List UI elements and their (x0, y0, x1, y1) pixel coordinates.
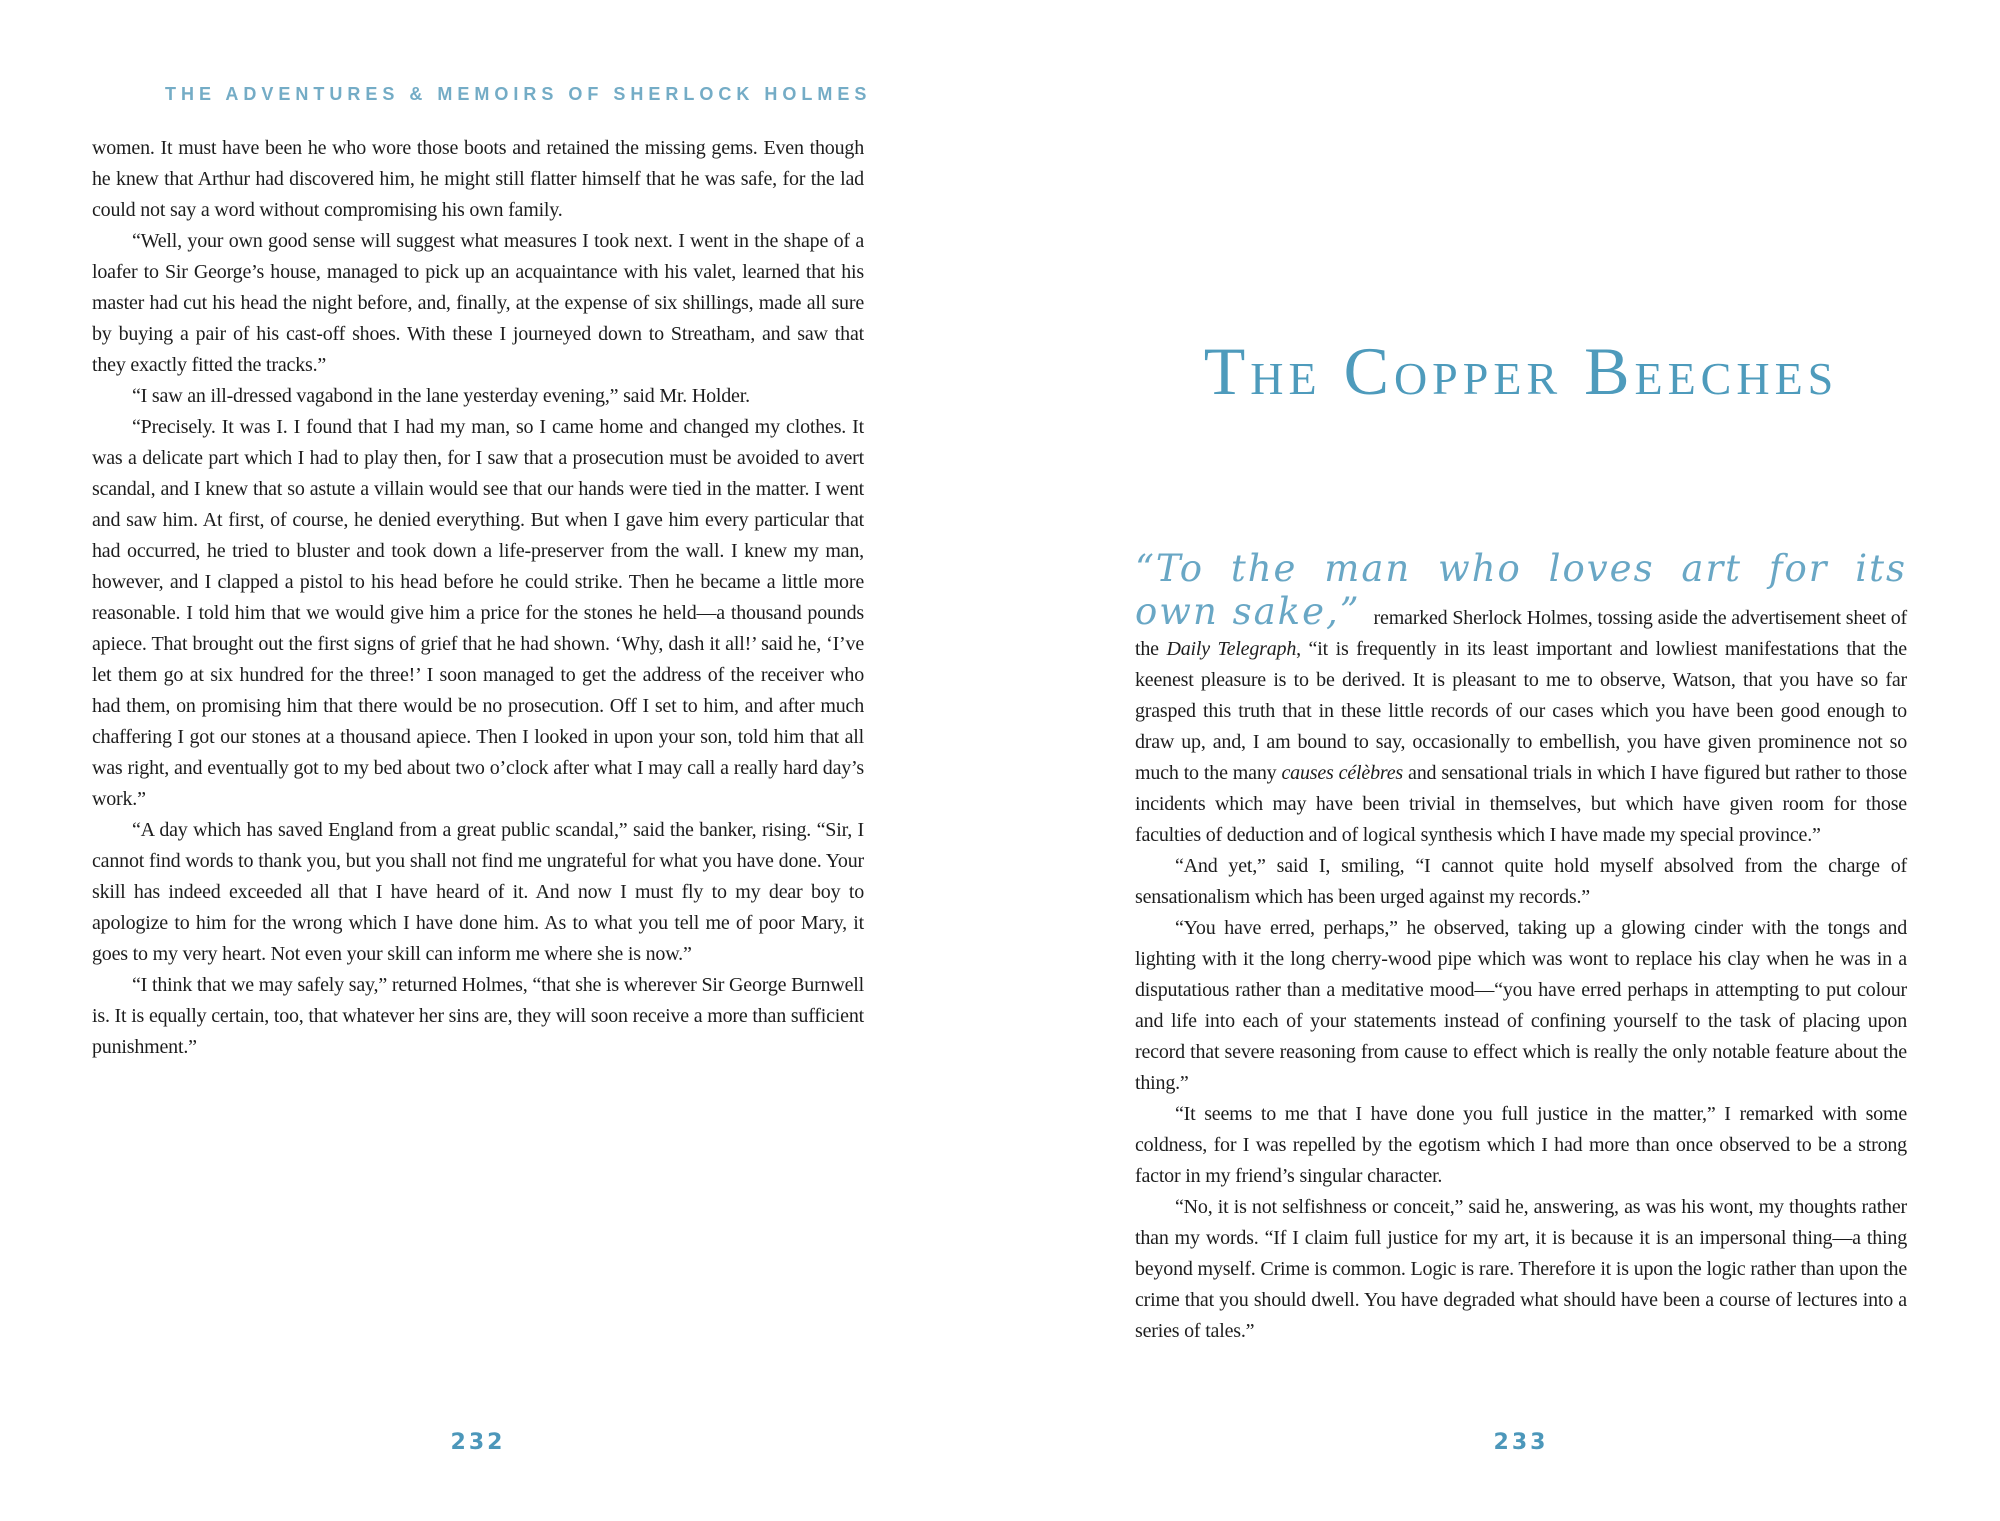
left-page-paragraph: “Precisely. It was I. I found that I had my man, so I came home and changed my clothes. It was a delicate part which I had to play then, for I saw that a prosecution must be avoided to avert scandal, and I knew that so astute a villain would see that our hands were tied in the matter. I went and saw him. At first, of course, he denied everything. But when I gave him every particular that had occurred, he tried to bluster and took down a life-preserver from the wall. I knew my man, however, and I clapped a pistol to his head before he could strike. Then he became a little more reasonable. I told him that we would give him a price for the stones he held—a thousand pounds apiece. That brought out the first signs of grief that he had shown. ‘Why, dash it all!’ said he, ‘I’ve let them go at six hundred for the three!’ I soon managed to get the address of the receiver who had them, on promising him that there would be no prosecution. Off I set to him, and after much chaffering I got our stones at a thousand apiece. Then I looked in upon your son, told him that all was right, and eventually got to my bed about two o’clock after what I may call a really hard day’s work.” (92, 416, 864, 810)
italic-phrase: Daily Telegraph (1166, 638, 1297, 660)
left-page-paragraph: “Well, your own good sense will suggest what measures I took next. I went in the shape of a loafer to Sir George’s house, managed to pick up an acquaintance with his valet, learned that his master had cut his head the night before, and, finally, at the expense of six shillings, made all sure by buying a pair of his cast-off shoes. With these I journeyed down to Streatham, and saw that they exactly fitted the tracks.” (92, 230, 864, 376)
chapter-title (1135, 332, 1907, 411)
chapter-title-rest: OPPER (1393, 353, 1563, 404)
left-page-text-column (92, 133, 864, 1063)
right-page-paragraph: “And yet,” said I, smiling, “I cannot quite hold myself absolved from the charge of sensationalism which has been urged against my records.” (1135, 855, 1907, 908)
chapter-title-initial: C (1343, 333, 1394, 409)
right-page-number: 233 (1493, 1430, 1549, 1455)
chapter-title-rest: EECHES (1634, 353, 1839, 404)
right-page-paragraph: “You have erred, perhaps,” he observed, taking up a glowing cinder with the tongs and lighting with it the long cherry-wood pipe which was wont to replace his clay when he was in a disputatious rather than a meditative mood—“you have erred perhaps in attempting to put colour and life into each of your statements instead of confining yourself to the task of placing upon record that severe reasoning from cause to effect which is really the only notable feature about the thing.” (1135, 917, 1907, 1094)
right-page-text-column (1135, 548, 1907, 1347)
right-page-paragraph: “To the man who loves art for its own sake,” remarked Sherlock Holmes, tossing aside the advertisement sheet of the Daily Telegraph, “it is frequently in its least important and lowliest manifestations that the keenest pleasure is to be derived. It is pleasant to me to observe, Watson, that you have so far grasped this truth that in these little records of our cases which you have been good enough to draw up, and, I am bound to say, occasionally to embellish, you have given prominence not so much to the many causes célèbres and sensational trials in which I have figured but rather to those incidents which may have been trivial in themselves, but which have given room for those faculties of deduction and of logical synthesis which I have made my special province.” (1135, 547, 1908, 846)
left-page-paragraph: “I saw an ill-dressed vagabond in the lane yesterday evening,” said Mr. Holder. (132, 385, 750, 407)
chapter-title-initial: B (1584, 333, 1635, 409)
right-page-paragraph: “No, it is not selfishness or conceit,” said he, answering, as was his wont, my thoughts rather than my words. “If I claim full justice for my art, it is because it is an impersonal thing—a thing beyond myself. Crime is common. Logic is rare. Therefore it is upon the logic rather than upon the crime that you should dwell. You have degraded what should have been a course of lectures into a series of tales.” (1135, 1196, 1907, 1342)
left-page-paragraph: women. It must have been he who wore those boots and retained the missing gems. Even though he knew that Arthur had discovered him, he might still flatter himself that he was safe, for the lad could not say a word without compromising his own family. (92, 137, 864, 221)
chapter-title-word (1584, 332, 1838, 411)
script-opening-phrase: “To the man who loves art for its own sake,” (1135, 547, 1907, 633)
chapter-title-word (1204, 332, 1322, 411)
running-head: THE ADVENTURES & MEMOIRS OF SHERLOCK HOLMES (165, 84, 872, 104)
italic-phrase: causes célèbres (1281, 762, 1403, 784)
right-page-paragraph: “It seems to me that I have done you full justice in the matter,” I remarked with some coldness, for I was repelled by the egotism which I had more than once observed to be a strong factor in my friend’s singular character. (1135, 1103, 1907, 1187)
left-page-paragraph: “I think that we may safely say,” returned Holmes, “that she is wherever Sir George Burnwell is. It is equally certain, too, that whatever her sins are, they will soon receive a more than sufficient punishment.” (92, 974, 864, 1058)
chapter-title-rest: HE (1250, 353, 1322, 404)
chapter-title-initial: T (1203, 333, 1251, 409)
left-page-number: 232 (450, 1430, 506, 1455)
left-page-paragraph: “A day which has saved England from a great public scandal,” said the banker, rising. “Sir, I cannot find words to thank you, but you shall not find me ungrateful for what you have done. Your skill has indeed exceeded all that I have heard of it. And now I must fly to my dear boy to apologize to him for the wrong which I have done him. As to what you tell me of poor Mary, it goes to my very heart. Not even your skill can inform me where she is now.” (92, 819, 864, 965)
chapter-title-word (1344, 332, 1563, 411)
